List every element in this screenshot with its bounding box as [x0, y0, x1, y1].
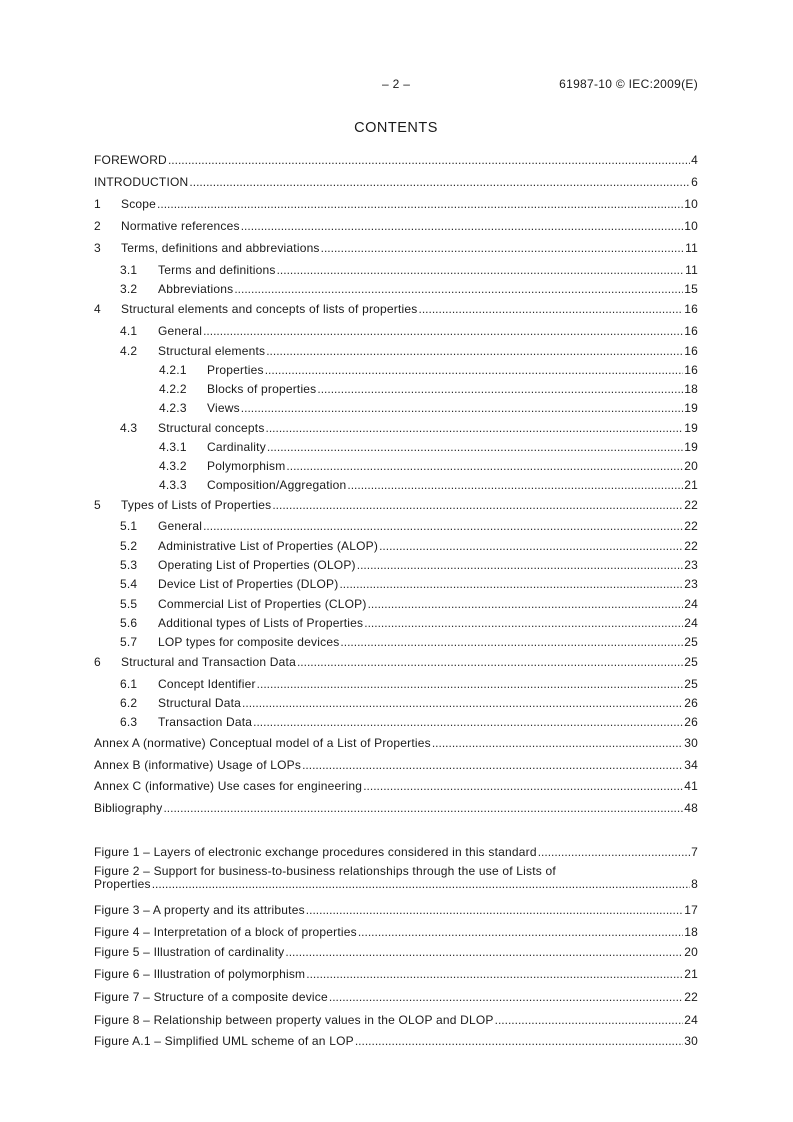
toc-entry-number: 6: [94, 655, 101, 669]
dot-leader: [266, 420, 684, 436]
figure-entry[interactable]: [94, 844, 698, 860]
dot-leader: [242, 695, 683, 711]
figure-entry-title: Figure 3 – A property and its attributes: [94, 903, 305, 917]
toc-entry-page: 30: [684, 736, 698, 750]
toc-entry-page: 25: [684, 655, 698, 669]
toc-entry-title: INTRODUCTION: [94, 175, 189, 189]
figure-entry-page: 21: [684, 967, 698, 981]
figure-entry-continuation: [94, 878, 698, 891]
toc-entry-title: Structural elements: [158, 344, 266, 358]
toc-entry-title: General: [158, 324, 203, 338]
figure-entry-page: 7: [691, 845, 698, 859]
toc-entry-page: 23: [684, 558, 698, 572]
dot-leader: [418, 301, 683, 317]
figure-entry[interactable]: [94, 865, 698, 891]
toc-entry-title: Administrative List of Properties (ALOP): [158, 539, 379, 553]
toc-entry[interactable]: [94, 381, 698, 397]
toc-entry-page: 20: [684, 459, 698, 473]
toc-entry[interactable]: [94, 196, 698, 212]
toc-entry-page: 18: [684, 382, 698, 396]
toc-entry-page: 19: [684, 440, 698, 454]
dot-leader: [234, 281, 683, 297]
toc-entry[interactable]: [94, 676, 698, 692]
dot-leader: [267, 439, 683, 455]
dot-leader: [358, 924, 683, 940]
toc-entry-title: Scope: [121, 197, 157, 211]
dot-leader: [339, 576, 683, 592]
toc-entry[interactable]: [94, 362, 698, 378]
toc-entry-title: Composition/Aggregation: [207, 478, 347, 492]
toc-entry[interactable]: [94, 576, 698, 592]
figure-entry-page: 8: [691, 877, 698, 891]
toc-entry-number: 5.3: [120, 558, 138, 572]
toc-entry[interactable]: [94, 757, 698, 773]
toc-entry[interactable]: [94, 654, 698, 670]
toc-entry[interactable]: [94, 240, 698, 256]
dot-leader: [363, 778, 683, 794]
figure-entry-page: 24: [684, 1013, 698, 1027]
toc-entry[interactable]: [94, 343, 698, 359]
figure-entry[interactable]: [94, 944, 698, 960]
toc-entry-page: 41: [684, 779, 698, 793]
toc-entry-title: Terms and definitions: [158, 263, 276, 277]
toc-entry-number: 5.4: [120, 577, 138, 591]
dot-leader: [432, 735, 683, 751]
toc-entry[interactable]: [94, 518, 698, 534]
toc-entry-title: Transaction Data: [158, 715, 253, 729]
toc-entry-number: 4: [94, 302, 101, 316]
toc-entry[interactable]: [94, 800, 698, 816]
toc-entry-page: 25: [684, 677, 698, 691]
toc-entry-number: 5.6: [120, 616, 138, 630]
toc-entry[interactable]: [94, 596, 698, 612]
dot-leader: [265, 362, 684, 378]
toc-entry-page: 22: [684, 498, 698, 512]
figure-entry-page: 20: [684, 945, 698, 959]
toc-entry-page: 19: [684, 421, 698, 435]
dot-leader: [538, 844, 690, 860]
toc-entry-number: 1: [94, 197, 101, 211]
dot-leader: [306, 902, 683, 918]
toc-entry-title: Annex B (informative) Usage of LOPs: [94, 758, 302, 772]
dot-leader: [241, 400, 683, 416]
toc-entry-number: 4.3: [120, 421, 138, 435]
toc-entry-page: 16: [684, 324, 698, 338]
toc-entry-number: 5.7: [120, 635, 138, 649]
figure-entry[interactable]: [94, 1012, 698, 1028]
document-reference: 61987-10 © IEC:2009(E): [559, 77, 698, 91]
dot-leader: [257, 676, 684, 692]
dot-leader: [241, 218, 684, 234]
toc-entry-title: Annex C (informative) Use cases for engineering: [94, 779, 363, 793]
toc-entry-number: 5.1: [120, 519, 138, 533]
dot-leader: [302, 757, 683, 773]
figure-entry-title: Figure 2 – Support for business-to-business relationships through the use of Lists of: [94, 864, 556, 878]
toc-entry-page: 16: [684, 344, 698, 358]
figure-entry-title: Figure 4 – Interpretation of a block of properties: [94, 925, 357, 939]
toc-entry-page: 26: [684, 715, 698, 729]
toc-entry-title: Commercial List of Properties (CLOP): [158, 597, 367, 611]
toc-entry-title: Views: [207, 401, 240, 415]
toc-entry-page: 22: [684, 519, 698, 533]
toc-entry[interactable]: [94, 458, 698, 474]
toc-entry-number: 4.1: [120, 324, 138, 338]
toc-entry-number: 4.2.1: [159, 363, 187, 377]
figure-entry-page: 17: [684, 903, 698, 917]
toc-entry-title: General: [158, 519, 203, 533]
toc-entry-title: Structural concepts: [158, 421, 265, 435]
figure-entry-title: Figure A.1 – Simplified UML scheme of an LOP: [94, 1034, 354, 1048]
dot-leader: [266, 343, 683, 359]
dot-leader: [203, 518, 683, 534]
toc-entry-page: 10: [684, 197, 698, 211]
toc-entry[interactable]: [94, 439, 698, 455]
toc-entry-title: Concept Identifier: [158, 677, 256, 691]
figure-entry-title: Figure 8 – Relationship between property values in the OLOP and DLOP: [94, 1013, 494, 1027]
toc-entry-page: 24: [684, 597, 698, 611]
figure-entry-title: Figure 6 – Illustration of polymorphism: [94, 967, 306, 981]
toc-entry-page: 25: [684, 635, 698, 649]
toc-entry[interactable]: [94, 174, 698, 190]
dot-leader: [329, 989, 683, 1005]
figure-entry[interactable]: [94, 966, 698, 982]
toc-entry-page: 23: [684, 577, 698, 591]
toc-entry[interactable]: [94, 323, 698, 339]
dot-leader: [285, 944, 683, 960]
dot-leader: [347, 477, 683, 493]
toc-entry[interactable]: [94, 497, 698, 513]
toc-entry-title: Structural and Transaction Data: [121, 655, 296, 669]
toc-entry[interactable]: [94, 262, 698, 278]
toc-entry-title: Normative references: [121, 219, 240, 233]
toc-entry-page: 11: [685, 263, 698, 277]
toc-entry[interactable]: [94, 538, 698, 554]
dot-leader: [495, 1012, 684, 1028]
dot-leader: [317, 381, 683, 397]
toc-entry[interactable]: [94, 615, 698, 631]
toc-entry-title: Device List of Properties (DLOP): [158, 577, 339, 591]
toc-entry-number: 3.2: [120, 282, 138, 296]
toc-entry[interactable]: [94, 301, 698, 317]
figure-entry-page: 30: [684, 1034, 698, 1048]
toc-entry[interactable]: [94, 735, 698, 751]
toc-entry-page: 6: [691, 175, 698, 189]
toc-entry-number: 6.3: [120, 715, 138, 729]
toc-entry-number: 4.2.2: [159, 382, 187, 396]
toc-entry[interactable]: [94, 281, 698, 297]
toc-entry[interactable]: [94, 152, 698, 168]
figure-entry[interactable]: [94, 902, 698, 918]
dot-leader: [163, 800, 683, 816]
contents-title: CONTENTS: [354, 120, 438, 136]
dot-leader: [286, 458, 683, 474]
toc-entry-page: 10: [684, 219, 698, 233]
toc-entry-title: Operating List of Properties (OLOP): [158, 558, 356, 572]
figure-entry-page: 18: [684, 925, 698, 939]
figure-entry-title: Figure 5 – Illustration of cardinality: [94, 945, 285, 959]
toc-entry-page: 26: [684, 696, 698, 710]
toc-entry-page: 11: [685, 241, 698, 255]
toc-entry-number: 5.5: [120, 597, 138, 611]
toc-entry-page: 34: [684, 758, 698, 772]
toc-entry-title: Properties: [207, 363, 264, 377]
dot-leader: [152, 878, 690, 891]
toc-entry-number: 5.2: [120, 539, 138, 553]
dot-leader: [364, 615, 683, 631]
figure-entry-title: Figure 1 – Layers of electronic exchange procedures considered in this standard: [94, 845, 537, 859]
dot-leader: [379, 538, 683, 554]
figure-entry-title: Figure 7 – Structure of a composite device: [94, 990, 328, 1004]
dot-leader: [203, 323, 683, 339]
toc-entry-title: LOP types for composite devices: [158, 635, 340, 649]
toc-entry-number: 4.2.3: [159, 401, 187, 415]
toc-entry-number: 4.3.1: [159, 440, 187, 454]
page-header: [94, 77, 698, 93]
toc-entry-page: 21: [684, 478, 698, 492]
figure-entry[interactable]: [94, 1033, 698, 1049]
toc-entry-page: 24: [684, 616, 698, 630]
toc-entry-number: 4.3.2: [159, 459, 187, 473]
dot-leader: [277, 262, 685, 278]
toc-entry-page: 19: [684, 401, 698, 415]
dot-leader: [168, 152, 690, 168]
toc-entry-title: Types of Lists of Properties: [121, 498, 272, 512]
dot-leader: [368, 596, 684, 612]
toc-entry-number: 4.2: [120, 344, 138, 358]
toc-entry[interactable]: [94, 634, 698, 650]
toc-entry-number: 3: [94, 241, 101, 255]
toc-entry-number: 5: [94, 498, 101, 512]
toc-entry-number: 4.3.3: [159, 478, 187, 492]
dot-leader: [306, 966, 683, 982]
dot-leader: [297, 654, 683, 670]
toc-entry-page: 4: [691, 153, 698, 167]
toc-entry-title: Annex A (normative) Conceptual model of a List of Properties: [94, 736, 431, 750]
toc-entry-title: Structural elements and concepts of lists of properties: [121, 302, 418, 316]
toc-entry[interactable]: [94, 420, 698, 436]
toc-entry-title: FOREWORD: [94, 153, 167, 167]
dot-leader: [157, 196, 683, 212]
toc-entry-title: Structural Data: [158, 696, 242, 710]
toc-entry[interactable]: [94, 695, 698, 711]
toc-entry[interactable]: [94, 714, 698, 730]
toc-entry-number: 6.1: [120, 677, 138, 691]
toc-entry-number: 6.2: [120, 696, 138, 710]
toc-entry[interactable]: [94, 778, 698, 794]
toc-entry-page: 15: [684, 282, 698, 296]
toc-entry[interactable]: [94, 400, 698, 416]
figure-entry-page: 22: [684, 990, 698, 1004]
figure-entry[interactable]: [94, 989, 698, 1005]
toc-entry-page: 48: [684, 801, 698, 815]
toc-entry-title: Terms, definitions and abbreviations: [121, 241, 320, 255]
dot-leader: [253, 714, 683, 730]
toc-entry-title: Additional types of Lists of Properties: [158, 616, 364, 630]
toc-entry[interactable]: [94, 218, 698, 234]
toc-entry-page: 16: [684, 363, 698, 377]
figure-entry[interactable]: [94, 924, 698, 940]
toc-entry-title: Abbreviations: [158, 282, 234, 296]
toc-entry[interactable]: [94, 557, 698, 573]
toc-entry-title: Polymorphism: [207, 459, 286, 473]
toc-entry-title: Cardinality: [207, 440, 266, 454]
dot-leader: [321, 240, 685, 256]
dot-leader: [357, 557, 684, 573]
dot-leader: [272, 497, 683, 513]
page-number: – 2 –: [382, 77, 411, 91]
figure-entry-title-continued: Properties: [94, 877, 151, 891]
toc-entry-number: 3.1: [120, 263, 138, 277]
dot-leader: [340, 634, 683, 650]
dot-leader: [189, 174, 690, 190]
toc-entry-number: 2: [94, 219, 101, 233]
toc-entry-title: Blocks of properties: [207, 382, 317, 396]
toc-entry-page: 22: [684, 539, 698, 553]
dot-leader: [355, 1033, 683, 1049]
toc-entry[interactable]: [94, 477, 698, 493]
toc-entry-page: 16: [684, 302, 698, 316]
toc-entry-title: Bibliography: [94, 801, 163, 815]
